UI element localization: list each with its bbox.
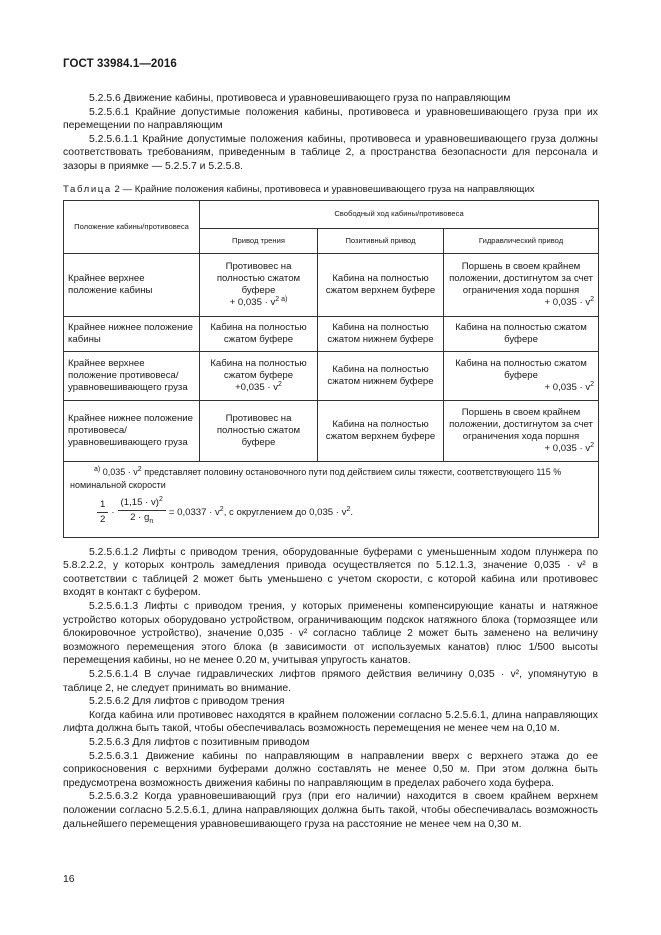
cell-traction: [200, 254, 318, 317]
header-traction-drive: Привод трения: [200, 228, 318, 253]
cell-hydraulic: [444, 401, 599, 462]
clause-paragraph: 5.2.5.6.1.4 В случае гидравлических лифтов прямого действия величину 0,035 · v², упомянутую в таблице 2, не следует принимать во внимание.: [63, 669, 598, 694]
cell-formula: [448, 382, 594, 394]
cell-text: Кабина на полностью сжатом буфере: [210, 357, 307, 382]
clause-paragraph: 5.2.5.6.3.2 Когда уравновешивающий груз (при его наличии) находится в своем крайнем верхнем положении согласно 5.2.5.6.1, длина направляющих должна быть такой, чтобы обеспечивалась возможность дальнейшего перемещения уравновешивающего груза на расстояние не менее чем на 0,30 м.: [63, 791, 598, 830]
footnote-description: представляет половину остановочного пути под действием силы тяжести, соответствующего 115 % номинальной скорости: [70, 467, 562, 490]
footnote-marker: а): [94, 466, 101, 474]
clause-paragraph: 5.2.5.6.1.3 Лифты с приводом трения, у которых применены компенсирующие канаты и натяжное устройство которых оборудовано устройством, ограничивающим подскок натяжного блока (тормозящее или блокировочное устройство), значение 0,035 · v² согласно таблице 2 может быть заменено на величину возможного перемещения этого блока (в зависимости от используемых канатов) плюс 1/500 высоты перемещения кабины, но не менее 0.20 м, учитывая упругость канатов.: [63, 601, 598, 667]
table-row: [64, 317, 599, 352]
row-label: Крайнее нижнее положение кабины: [64, 317, 200, 352]
formula-text: + 0,035 · v: [544, 443, 591, 455]
header-position: Положение кабины/противовеса: [64, 201, 200, 254]
table-caption: [63, 183, 598, 197]
cell-hydraulic: [444, 352, 599, 401]
formula-sup: 2: [590, 296, 595, 304]
table-footnote: [64, 462, 599, 538]
header-hydraulic-drive: Гидравлический привод: [444, 228, 599, 253]
header-positive-drive: Позитивный привод: [318, 228, 444, 253]
page-number: 16: [63, 874, 75, 885]
cell-text: Кабина на полностью сжатом буфере: [455, 357, 587, 382]
cell-traction: [200, 352, 318, 401]
clause-heading: 5.2.5.6.3 Для лифтов с позитивным приводом: [89, 737, 310, 748]
cell-positive: Кабина на полностью сжатом верхнем буфере: [318, 254, 444, 317]
cell-hydraulic: [444, 254, 599, 317]
cell-traction: Противовес на полностью сжатом буфере: [200, 401, 318, 462]
clauses-after-table: [63, 546, 598, 831]
fraction-speed: [118, 497, 166, 529]
fraction-denominator: 2: [100, 514, 106, 526]
multiply-dot: ·: [111, 506, 115, 518]
equation-end: .: [350, 506, 354, 518]
clause-paragraph: Когда кабина или противовес находятся в крайнем положении согласно 5.2.5.6.1, длина направляющих лифта должна быть такой, чтобы обеспечивалась возможность перемещения не менее чем на 0,10 м.: [63, 709, 598, 735]
cell-text: Противовес на полностью сжатом буфере: [216, 260, 301, 297]
cell-formula: [204, 297, 313, 309]
clause-paragraph: 5.2.5.6.1.1 Крайние допустимые положения кабины, противовеса и уравновешивающего груза должны соответствовать требованиям, приведенным в таблице 2, а пространства безопасности для персонала и зазоры в приямке — 5.2.5.7 и 5.2.5.8.: [63, 133, 598, 172]
cell-text: Поршень в своем крайнем положении, достигнутом за счет ограничения хода поршня: [449, 406, 593, 443]
cell-positive: Кабина на полностью сжатом верхнем буфере: [318, 401, 444, 462]
table-row: [64, 401, 599, 462]
fraction-denominator: [127, 511, 156, 528]
fraction-numerator: 1: [97, 499, 108, 513]
table-caption-word: Таблица: [63, 183, 112, 195]
formula-text: + 0,035 · v: [544, 382, 591, 394]
cell-positive: Кабина на полностью сжатом нижнем буфере: [318, 352, 444, 401]
footnote-text: [70, 466, 592, 491]
standard-header: ГОСТ 33984.1—2016: [63, 58, 177, 70]
formula-sup: 2: [278, 381, 282, 389]
footnote-equation: [94, 497, 592, 529]
cell-formula: [448, 443, 594, 455]
numerator-sup: 2: [158, 495, 163, 503]
row-label: Крайнее нижнее положение противовеса/уравновешивающего груза: [64, 401, 200, 462]
table-header-row: [64, 201, 599, 229]
clause-paragraph: 5.2.5.6.3.1 Движение кабины по направляющим в направлении вверх с верхнего этажа до ее соприкосновения с верхними буферами должно составлять не менее 0,50 м. При этом должна быть предусмотрена возможность движения кабины по направляющим в пределах рабочего хода буфера.: [63, 750, 598, 789]
rounding-text: , с округлением до 0,035 · v: [223, 506, 347, 518]
cell-text: Поршень в своем крайнем положении, достигнутом за счет ограничения хода поршня: [449, 260, 593, 297]
numerator-text: (1,15 · v): [120, 496, 159, 508]
row-label: Крайнее верхнее положение противовеса/уравновешивающего груза: [64, 352, 200, 401]
table-row: [64, 254, 599, 317]
formula-text: + 0,035 · v: [229, 297, 276, 309]
row-label: Крайнее верхнее положение кабины: [64, 254, 200, 317]
footnote-sup: 2: [137, 466, 142, 474]
subsection-paragraph: 5.2.5.6.1 Крайние допустимые положения кабины, противовеса и уравновешивающего груза при их перемещении по направляющим: [63, 106, 598, 132]
clause-paragraph: 5.2.5.6.1.2 Лифты с приводом трения, оборудованные буферами с уменьшенным ходом плунжера по 5.8.2.2.2, у которых контроль замедления привода осуществляется по 5.12.1.3, значение 0,035 · v² в соответствии с таблицей 2 может быть уменьшено с учетом скорости, с которой кабина или противовес входят в контакт с буфером.: [63, 546, 598, 599]
formula-sup: 2 а): [275, 296, 288, 304]
rounding-sup: 2: [346, 505, 351, 513]
result-sup: 2: [219, 505, 224, 513]
denominator-text: 2 · g: [130, 512, 150, 524]
formula-text: + 0,035 · v: [544, 297, 591, 309]
formula-sup: 2: [590, 442, 595, 450]
section-heading: 5.2.5.6 Движение кабины, противовеса и уравновешивающего груза по направляющим: [89, 93, 511, 104]
table-caption-text: 2 — Крайние положения кабины, противовеса и уравновешивающего груза на направляющих: [114, 183, 535, 195]
clause-heading: 5.2.5.6.2 Для лифтов с приводом трения: [89, 696, 285, 708]
fraction-half: [97, 499, 108, 527]
cell-formula: [448, 297, 594, 309]
equation-result: [169, 507, 353, 519]
footnote-formula: 0,035 · v: [102, 467, 138, 478]
cell-hydraulic: Кабина на полностью сжатом буфере: [444, 317, 599, 352]
denominator-sub: n: [149, 518, 154, 526]
cell-traction: Кабина на полностью сжатом буфере: [200, 317, 318, 352]
cell-positive: Кабина на полностью сжатом нижнем буфере: [318, 317, 444, 352]
table-note-row: [64, 462, 599, 538]
cell-formula: [204, 382, 313, 394]
header-free-travel: Свободный ход кабины/противовеса: [200, 201, 599, 229]
formula-text: +0,035 · v: [235, 382, 279, 394]
positions-table: [63, 200, 599, 538]
table-row: [64, 352, 599, 401]
result-text: = 0,0337 · v: [168, 506, 220, 518]
document-body: [63, 92, 598, 831]
formula-sup: 2: [590, 381, 595, 389]
fraction-numerator: [118, 497, 166, 511]
